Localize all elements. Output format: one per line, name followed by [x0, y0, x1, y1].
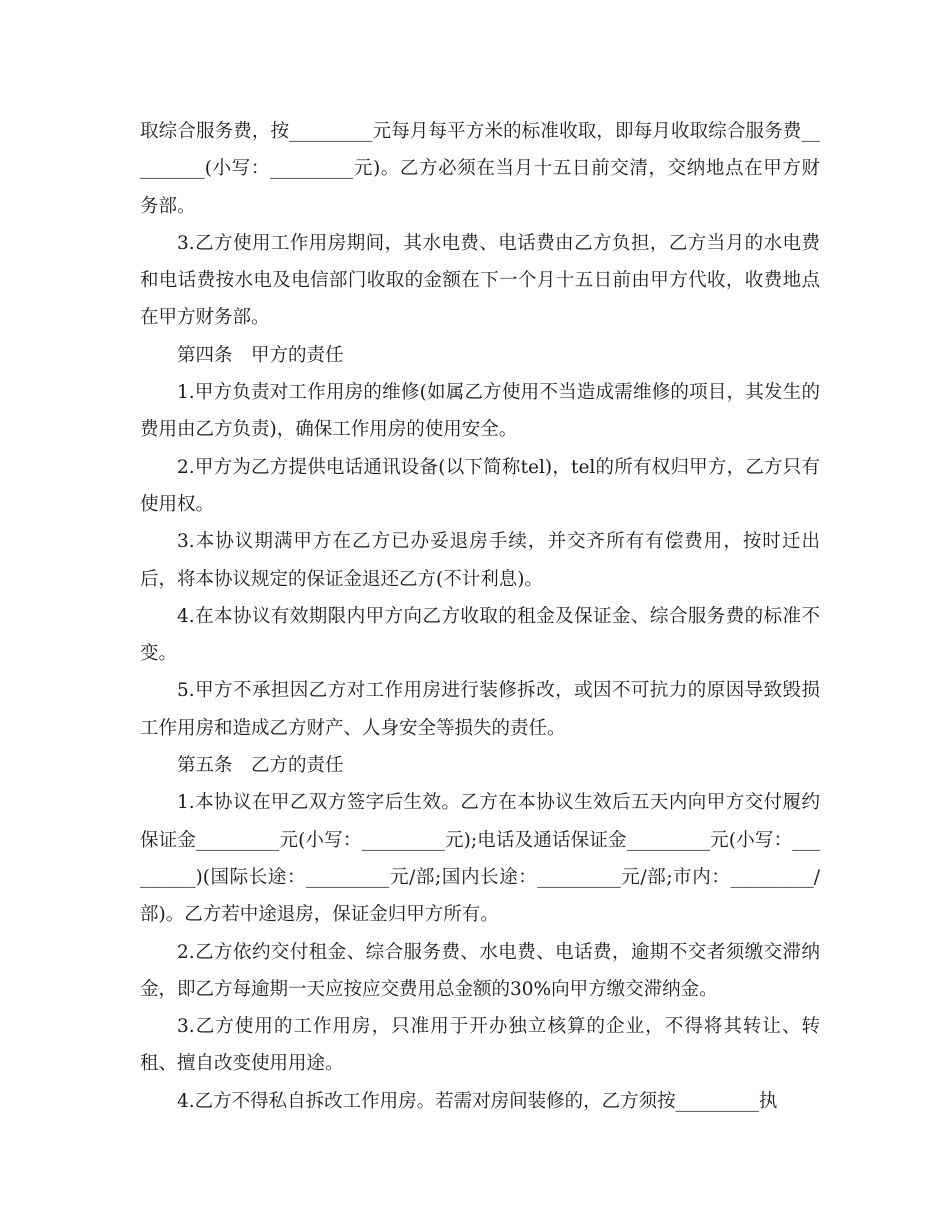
section-heading-article-5: 第五条 乙方的责任	[177, 755, 344, 777]
paragraph-b-usage: 3.乙方使用的工作用房，只准用于开办独立核算的企业，不得将其转让、转租、擅自改变使用用途。	[140, 1016, 820, 1075]
paragraph-b-effective-deposit: 1.本协议在甲乙双方签字后生效。乙方在本协议生效后五天内向甲方交付履约保证金_________元(小写：_________元);电话及通话保证金_________元(小写：_________)(国际长途：_________元/部;国内长途：_________元/部;市内：_________/部)。乙方若中途退房，保证金归甲方所有。	[140, 792, 820, 926]
paragraph-a-liability: 5.甲方不承担因乙方对工作用房进行装修拆改，或因不可抗力的原因导致毁损工作用房和造成乙方财产、人身安全等损失的责任。	[140, 680, 820, 739]
paragraph-service-fee: 取综合服务费，按_________元每月每平方米的标准收取，即每月收取综合服务费_________(小写：_________元)。乙方必须在当月十五日前交清，交纳地点在甲方财务部。	[140, 121, 820, 217]
paragraph-a-fee-standard: 4.在本协议有效期限内甲方向乙方收取的租金及保证金、综合服务费的标准不变。	[140, 605, 820, 665]
document-body	[140, 113, 820, 1120]
section-heading-article-4: 第四条 甲方的责任	[177, 344, 344, 366]
paragraph-a-maintenance: 1.甲方负责对工作用房的维修(如属乙方使用不当造成需维修的项目，其发生的费用由乙方负责)，确保工作用房的使用安全。	[140, 382, 820, 441]
paragraph-b-renovation: 4.乙方不得私自拆改工作用房。若需对房间装修的，乙方须按_________执	[177, 1090, 778, 1112]
paragraph-b-late-fee: 2.乙方依约交付租金、综合服务费、水电费、电话费，逾期不交者须缴交滞纳金，即乙方每逾期一天应按应交费用总金额的30%向甲方缴交滞纳金。	[140, 941, 820, 1000]
paragraph-a-telephone: 2.甲方为乙方提供电话通讯设备(以下简称tel)，tel的所有权归甲方，乙方只有使用权。	[140, 456, 820, 515]
paragraph-utilities: 3.乙方使用工作用房期间，其水电费、电话费由乙方负担，乙方当月的水电费和电话费按水电及电信部门收取的金额在下一个月十五日前由甲方代收，收费地点在甲方财务部。	[140, 232, 820, 329]
paragraph-a-deposit-refund: 3.本协议期满甲方在乙方已办妥退房手续，并交齐所有有偿费用，按时迁出后，将本协议规定的保证金退还乙方(不计利息)。	[140, 531, 820, 590]
